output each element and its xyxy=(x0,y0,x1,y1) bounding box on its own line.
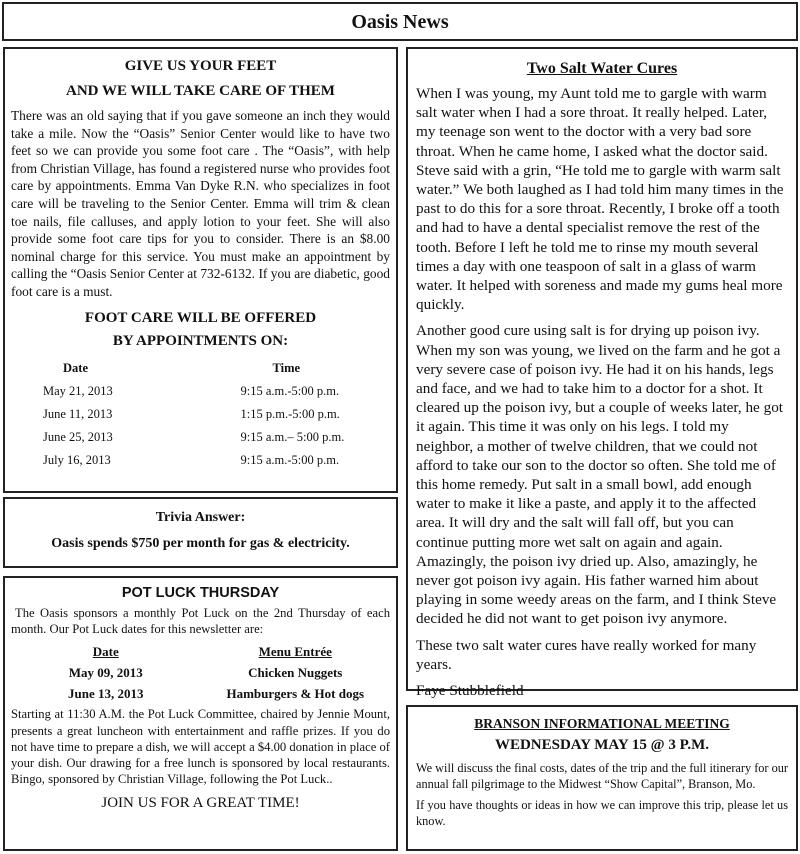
potluck-menu-table xyxy=(11,641,390,704)
branson-article xyxy=(406,705,798,851)
table-cell: Chicken Nuggets xyxy=(248,665,343,681)
article-paragraph: When I was young, my Aunt told me to gargle with warm salt water when I had a sore throat. It really helped. Later, my teenage son went to the doctor with a very bad sore throat. When he came home, I asked what the doctor said. Steve said with a grin, “He told me to gargle with warm salt water.” We both laughed as I had told him many times in the past to do this for a sore throat. Recently, I broke off a tooth and had to have a dental specialist remove the rest of the tooth. Before I left he told me to rinse my mouth several times a day with one teaspoon of salt in a glass of warm water. It helped with soreness and made my gums heal more quickly. xyxy=(416,85,784,314)
article-paragraph: If you have thoughts or ideas in how we can improve this trip, please let us know. xyxy=(416,798,788,828)
foot-care-article xyxy=(3,47,398,493)
table-cell: June 25, 2013 xyxy=(43,429,113,444)
trivia-title: Trivia Answer: xyxy=(155,510,246,525)
schedule-heading: FOOT CARE WILL BE OFFERED BY APPOINTMENTS ON: xyxy=(84,309,317,349)
article-paragraph: These two salt water cures have really worked for many years. xyxy=(416,636,757,673)
article-title: Two Salt Water Cures xyxy=(526,60,678,77)
table-cell: May 09, 2013 xyxy=(68,665,143,681)
closing-line: JOIN US FOR A GREAT TIME! xyxy=(101,795,300,812)
table-cell: May 21, 2013 xyxy=(43,383,113,398)
column-header: Date xyxy=(92,644,119,660)
potluck-article xyxy=(3,576,398,851)
table-cell: June 13, 2013 xyxy=(68,686,144,702)
column-header: Time xyxy=(272,360,301,375)
table-cell: July 16, 2013 xyxy=(43,452,111,467)
article-title: GIVE US YOUR FEET AND WE WILL TAKE CARE OF THEM xyxy=(66,58,335,99)
table-cell: Hamburgers & Hot dogs xyxy=(226,686,365,702)
table-cell: 1:15 p.m.-5:00 p.m. xyxy=(240,406,340,421)
newsletter-title: Oasis News xyxy=(2,2,798,41)
potluck-body: Starting at 11:30 A.M. the Pot Luck Committee, chaired by Jennie Mount, presents a great luncheon with entertainment and raffle prizes. If you do not have time to prepare a dish, we will accept a $4.00 donation in place of your dish. Our drawing for a free lunch is sponsored by local restaurants. Bingo, sponsored by Christian Village, following the Pot Luck.. xyxy=(11,707,390,787)
article-title: POT LUCK THURSDAY xyxy=(121,585,280,601)
meeting-time: WEDNESDAY MAY 15 @ 3 P.M. xyxy=(494,737,710,753)
trivia-answer: Oasis spends $750 per month for gas & electricity. xyxy=(51,536,350,551)
table-cell: June 11, 2013 xyxy=(43,406,113,421)
potluck-intro: The Oasis sponsors a monthly Pot Luck on the 2nd Thursday of each month. Our Pot Luck dates for this newsletter are: xyxy=(11,606,390,637)
table-cell: 9:15 a.m.– 5:00 p.m. xyxy=(240,429,345,444)
trivia-box xyxy=(3,497,398,568)
table-cell: 9:15 a.m.-5:00 p.m. xyxy=(240,383,340,398)
article-author: Faye Stubblefield xyxy=(416,682,524,700)
schedule-table xyxy=(11,357,390,472)
article-paragraph: Another good cure using salt is for drying up poison ivy. When my son was young, we lived on the farm and he got a very severe case of poison ivy. He had it on his hands, legs and face, and we had to take him to a doctor for a shot. It cleared up the poison ivy, but a couple of weeks later, he got it again. This time it was only on his legs. I told my neighbor, a mother of twelve children, that we could not afford to take our son to the doctor so often. She told me of this home remedy. Put salt in a small bowl, add enough water to make it like a paste, and apply it to the affected area. It will dry and the salt will fall off, but you can continue putting more wet salt on again and again. Amazingly, the poison ivy dried up. Also, amazingly, he never got poison ivy again. His father warned him about playing in some weedy areas on the farm, and I think Steve decided he did not want to get poison ivy anymore. xyxy=(416,322,784,628)
article-body: There was an old saying that if you gave someone an inch they would take a mile. Now the “Oasis” Senior Center would like to have two feet so we can provide you some foot care . The “Oasis”, with help from Christian Village, has found a registered nurse who provides foot care by appointments. Emma Van Dyke R.N. who specializes in foot care will be traveling to the Senior Center. Emma will trim & clean toe nails, file calluses, and apply lotion to your feet. She will also provide some foot care tips for you to consider. There is an $8.00 nominal charge for this service. You must make an appointment by calling the “Oasis Senior Center at 732-6132. If you are diabetic, good foot care is a must. xyxy=(11,108,390,299)
table-cell: 9:15 a.m.-5:00 p.m. xyxy=(240,452,340,467)
article-title: BRANSON INFORMATIONAL MEETING xyxy=(474,716,730,731)
article-paragraph: We will discuss the final costs, dates of the trip and the full itinerary for our annual fall pilgrimage to the Midwest “Show Capital”, Branson, Mo. xyxy=(416,761,788,791)
column-header: Menu Entrée xyxy=(258,644,332,660)
salt-water-article xyxy=(406,47,798,700)
column-header: Date xyxy=(63,360,88,375)
